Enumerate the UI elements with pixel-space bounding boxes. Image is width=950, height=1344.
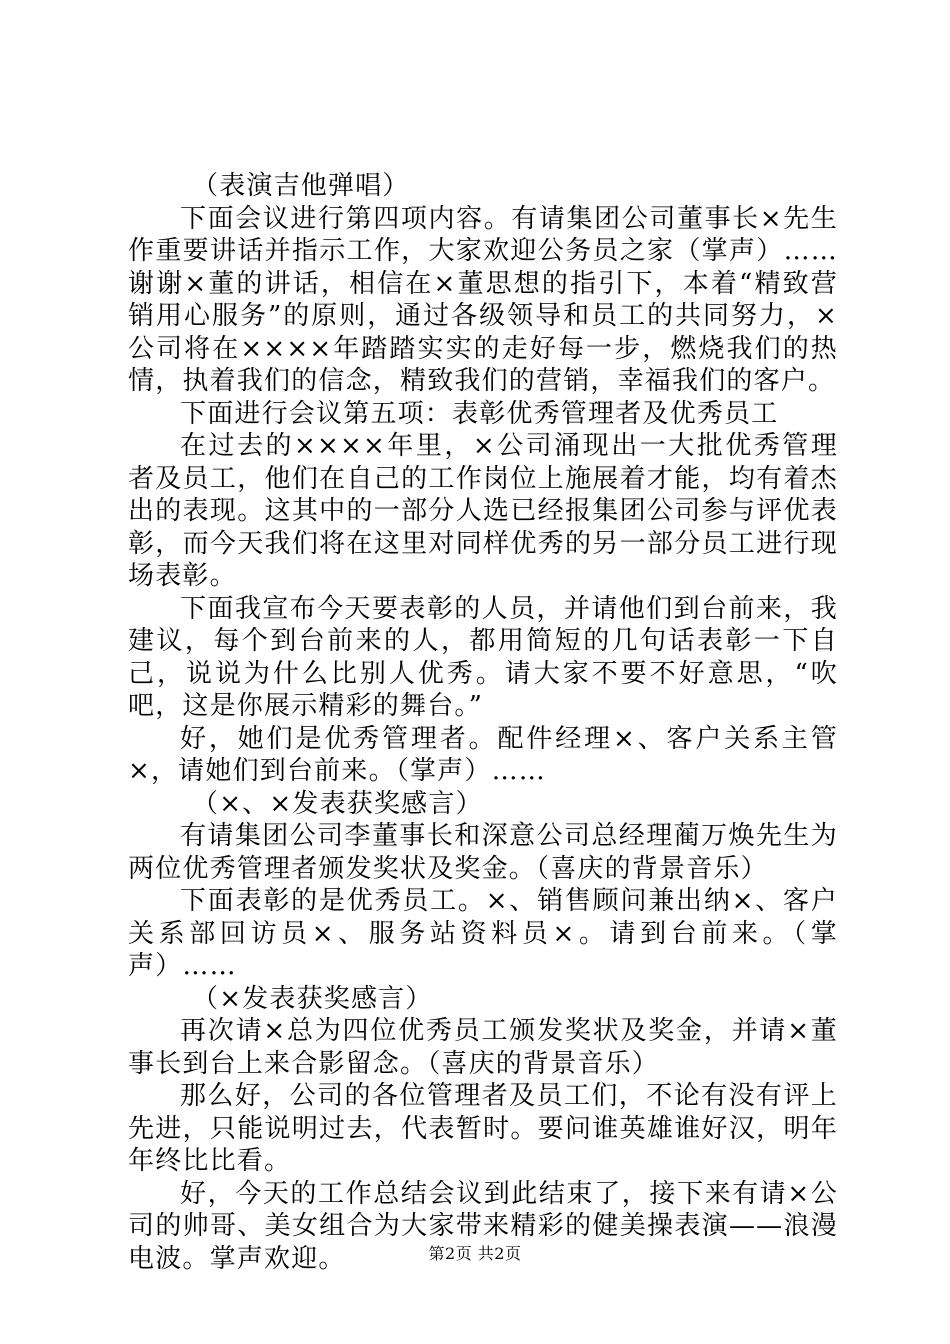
paragraph-item-four: 下面会议进行第四项内容。有请集团公司董事长×先生作重要讲话并指示工作，大家欢迎公务员之家（掌声）……谢谢×董的讲话，相信在×董思想的指引下，本着“精致营销用心服务”的原则，通过各级领导和员工的共同努力，×公司将在××××年踏踏实实的走好每一步，燃烧我们的热情，执着我们的信念，精致我们的营销，幸福我们的客户。	[128, 203, 838, 396]
paragraph-managers: 好，她们是优秀管理者。配件经理×、客户关系主管×，请她们到台前来。（掌声）……	[128, 723, 838, 786]
paragraph-employees-speech: （×发表获奖感言）	[192, 983, 433, 1014]
paragraph-employees-award: 再次请×总为四位优秀员工颁发奖状及奖金，并请×董事长到台上来合影留念。（喜庆的背景音乐）	[128, 1016, 838, 1079]
paragraph-closing-remarks: 那么好，公司的各位管理者及员工们，不论有没有评上先进，只能说明过去，代表暂时。要问谁英雄谁好汉，明年年终比比看。	[128, 1081, 838, 1176]
document-body	[128, 170, 838, 1275]
paragraph-announcement: 下面我宣布今天要表彰的人员，并请他们到台前来，我建议，每个到台前来的人，都用简短的几句话表彰一下自己，说说为什么比别人优秀。请大家不要不好意思，“吹吧，这是你展示精彩的舞台。”	[128, 593, 838, 721]
paragraph-performance-note: （表演吉他弹唱）	[192, 171, 410, 201]
paragraph-employees: 下面表彰的是优秀员工。×、销售顾问兼出纳×、客户关系部回访员×、服务站资料员×。请到台前来。（掌声）……	[128, 886, 838, 981]
paragraph-past-year: 在过去的××××年里，×公司涌现出一大批优秀管理者及员工，他们在自己的工作岗位上施展着才能，均有着杰出的表现。这其中的一部分人选已经报集团公司参与评优表彰，而今天我们将在这里对同样优秀的另一部分员工进行现场表彰。	[128, 431, 838, 591]
paragraph-managers-speech: （×、×发表获奖感言）	[192, 788, 483, 819]
page-number-footer: 第2页 共2页	[428, 1244, 522, 1263]
paragraph-managers-award: 有请集团公司李董事长和深意公司总经理蔺万焕先生为两位优秀管理者颁发奖状及奖金。（喜庆的背景音乐）	[128, 821, 838, 884]
paragraph-item-five-heading: 下面进行会议第五项：表彰优秀管理者及优秀员工	[180, 398, 779, 429]
paragraph-meeting-end: 好，今天的工作总结会议到此结束了，接下来有请×公司的帅哥、美女组合为大家带来精彩的健美操表演——浪漫电波。掌声欢迎。	[128, 1178, 838, 1274]
